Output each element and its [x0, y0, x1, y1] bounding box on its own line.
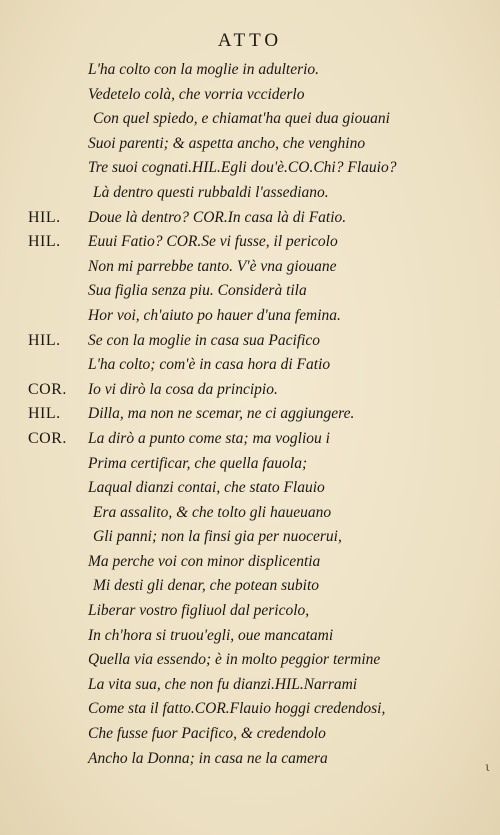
verse-text: Liberar vostro figliuol dal pericolo,	[88, 602, 310, 620]
margin-mark: ι	[485, 760, 490, 774]
speaker-label: HIL.	[28, 405, 61, 423]
verse-line	[0, 230, 500, 255]
verse-line	[0, 378, 500, 403]
verse-line	[0, 722, 500, 747]
verse-lines	[0, 58, 500, 771]
speaker-label: HIL.	[28, 208, 61, 226]
verse-line	[0, 329, 500, 354]
verse-text: Che fusse fuor Pacifico, & credendolo	[88, 725, 326, 743]
verse-line	[0, 353, 500, 378]
verse-line	[0, 476, 500, 501]
verse-text: Dilla, ma non ne scemar, ne ci aggiungere.	[88, 405, 355, 423]
speaker-label: HIL.	[28, 331, 61, 349]
verse-text: L'ha colto; com'è in casa hora di Fatio	[88, 356, 331, 374]
speaker-label: COR.	[28, 429, 67, 447]
verse-text: Sua figlia senza piu. Considerà tila	[88, 282, 307, 300]
verse-line	[0, 648, 500, 673]
verse-text: Là dentro questi rubbaldi l'assediano.	[93, 183, 329, 201]
verse-text: Doue là dentro? COR.In casa là di Fatio.	[88, 208, 347, 226]
verse-line	[0, 550, 500, 575]
verse-line	[0, 697, 500, 722]
verse-text: Euui Fatio? COR.Se vi fusse, il pericolo	[88, 233, 338, 251]
verse-line	[0, 83, 500, 108]
verse-text: Come sta il fatto.COR.Flauio hoggi credendosi,	[88, 700, 386, 718]
verse-text: Gli panni; non la finsi gia per nuocerui,	[93, 528, 342, 546]
verse-text: Con quel spiedo, e chiamat'ha quei dua giouani	[93, 110, 390, 128]
verse-text: Era assalito, & che tolto gli haueuano	[93, 503, 332, 521]
verse-line	[0, 181, 500, 206]
verse-line	[0, 402, 500, 427]
verse-text: Suoi parenti; & aspetta ancho, che venghino	[88, 134, 366, 152]
verse-line	[0, 132, 500, 157]
verse-text: Non mi parrebbe tanto. V'è vna giouane	[88, 257, 337, 275]
verse-text: Hor voi, ch'aiuto po hauer d'una femina.	[88, 306, 341, 324]
verse-text: Prima certificar, che quella fauola;	[88, 454, 308, 472]
verse-line	[0, 574, 500, 599]
verse-line	[0, 501, 500, 526]
verse-text: Laqual dianzi contai, che stato Flauio	[88, 479, 325, 497]
verse-line	[0, 206, 500, 231]
speaker-label: COR.	[28, 380, 67, 398]
verse-line	[0, 427, 500, 452]
verse-line	[0, 599, 500, 624]
verse-text: Quella via essendo; è in molto peggior termine	[88, 651, 381, 669]
verse-text: La vita sua, che non fu dianzi.HIL.Narrami	[88, 675, 358, 693]
verse-line	[0, 107, 500, 132]
verse-line	[0, 452, 500, 477]
verse-text: Ancho la Donna; in casa ne la camera	[88, 749, 328, 767]
verse-line	[0, 156, 500, 181]
verse-text: Se con la moglie in casa sua Pacifico	[88, 331, 321, 349]
page-header: ATTO	[217, 30, 283, 51]
verse-text: Io vi dirò la cosa da principio.	[88, 380, 278, 398]
speaker-label: HIL.	[28, 233, 61, 251]
verse-line	[0, 255, 500, 280]
verse-text: La dirò a punto come sta; ma vogliou i	[88, 429, 330, 447]
verse-text: Vedetelo colà, che vorria vcciderlo	[88, 85, 305, 103]
verse-text: Tre suoi cognati.HIL.Egli dou'è.CO.Chi? Flauio?	[88, 159, 397, 177]
verse-text: In ch'hora si truou'egli, oue mancatami	[88, 626, 334, 644]
verse-line	[0, 279, 500, 304]
verse-line	[0, 525, 500, 550]
verse-line	[0, 58, 500, 83]
verse-line	[0, 747, 500, 772]
verse-text: Mi desti gli denar, che potean subito	[93, 577, 320, 595]
verse-text: L'ha colto con la moglie in adulterio.	[88, 61, 320, 78]
verse-line	[0, 304, 500, 329]
verse-line	[0, 624, 500, 649]
verse-line	[0, 673, 500, 698]
verse-text: Ma perche voi con minor displicentia	[88, 552, 321, 570]
